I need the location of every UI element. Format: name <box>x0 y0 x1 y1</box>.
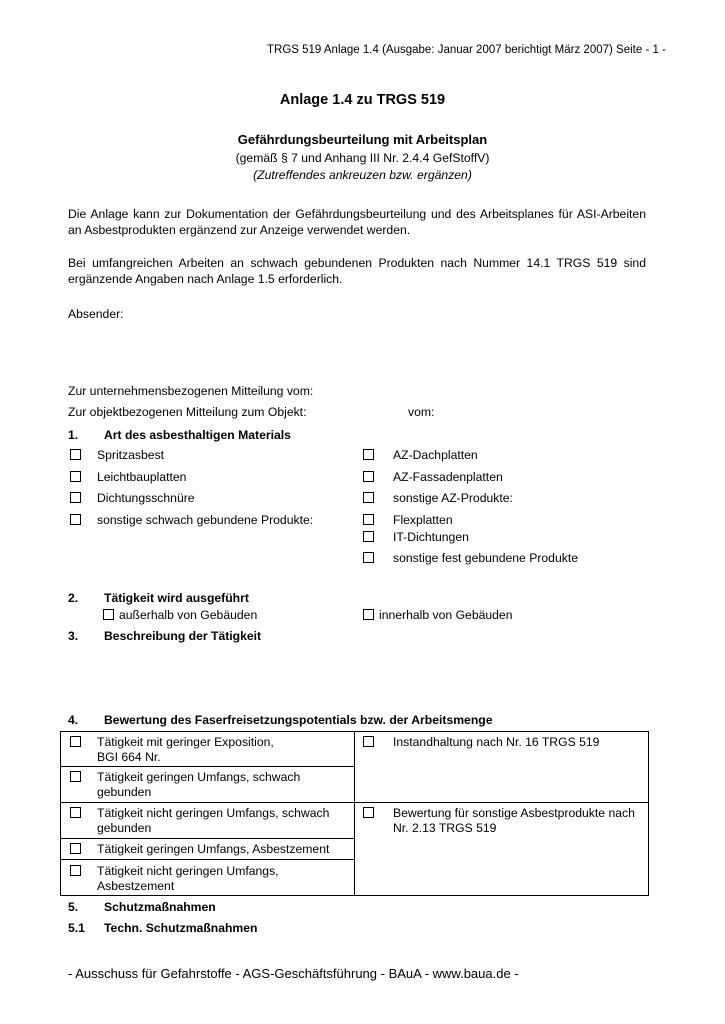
checkbox-inside[interactable] <box>363 609 374 620</box>
label-leichtbauplatten: Leichtbauplatten <box>97 470 187 484</box>
label-sonstige-schwach: sonstige schwach gebundene Produkte: <box>97 513 314 527</box>
sender-label: Absender: <box>68 307 124 321</box>
page-header: TRGS 519 Anlage 1.4 (Ausgabe: Januar 2007 berichtigt März 2007) Seite - 1 - <box>267 44 666 56</box>
page-footer: - Ausschuss für Gefahrstoffe - AGS-Geschäftsführung - BAuA - www.baua.de - <box>68 966 519 981</box>
section-3-title: Beschreibung der Tätigkeit <box>104 629 262 643</box>
cell-text: Nr. 2.13 TRGS 519 <box>393 821 497 835</box>
table-row <box>97 864 279 894</box>
checkbox-sonstige-az[interactable] <box>363 492 374 503</box>
extent-line-1: Bei umfangreichen Arbeiten an schwach gebundenen Produkten nach Nummer 14.1 TRGS 519 sind <box>68 256 646 270</box>
checkbox-sonstige-fest[interactable] <box>363 552 374 563</box>
table-divider <box>354 731 355 896</box>
checkbox-sonstige-schwach[interactable] <box>70 514 81 525</box>
table-row <box>393 806 635 836</box>
section-5-1-title: Techn. Schutzmaßnahmen <box>104 921 258 935</box>
checkbox-az-dachplatten[interactable] <box>363 449 374 460</box>
object-notice-label: Zur objektbezogenen Mitteilung zum Objekt: <box>68 405 307 419</box>
row-separator <box>60 859 355 860</box>
cell-text: gebunden <box>97 821 152 835</box>
section-5-number: 5. <box>68 900 79 914</box>
checkbox-flexplatten[interactable] <box>363 514 374 525</box>
checkbox-geringen-umfangs-schwach[interactable] <box>70 771 81 782</box>
cell-text: Tätigkeit geringen Umfangs, Asbestzement <box>97 842 330 856</box>
company-notice-label: Zur unternehmensbezogenen Mitteilung vom: <box>68 384 314 398</box>
checkbox-outside[interactable] <box>103 609 114 620</box>
checkbox-dichtungsschnuere[interactable] <box>70 492 81 503</box>
table-row <box>97 735 274 765</box>
checkbox-geringe-exposition[interactable] <box>70 736 81 747</box>
checkbox-instandhaltung[interactable] <box>363 736 374 747</box>
label-inside: innerhalb von Gebäuden <box>379 608 513 622</box>
label-az-fassadenplatten: AZ-Fassadenplatten <box>393 470 503 484</box>
label-it-dichtungen: IT-Dichtungen <box>393 530 469 544</box>
table-row <box>97 842 329 857</box>
row-separator <box>60 766 355 767</box>
label-spritzasbest: Spritzasbest <box>97 448 165 462</box>
document-title: Anlage 1.4 zu TRGS 519 <box>279 92 446 108</box>
checkbox-leichtbauplatten[interactable] <box>70 471 81 482</box>
fill-instruction: (Zutreffendes ankreuzen bzw. ergänzen) <box>253 168 472 182</box>
checkbox-az-fassadenplatten[interactable] <box>363 471 374 482</box>
cell-text: BGI 664 Nr. <box>97 750 161 764</box>
intro-paragraph <box>68 206 646 238</box>
section-5-title: Schutzmaßnahmen <box>104 900 216 914</box>
legal-reference: (gemäß § 7 und Anhang III Nr. 2.4.4 GefStoffV) <box>235 151 490 165</box>
document-subtitle: Gefährdungsbeurteilung mit Arbeitsplan <box>237 132 488 147</box>
cell-text: Tätigkeit geringen Umfangs, schwach <box>97 770 301 784</box>
checkbox-spritzasbest[interactable] <box>70 449 81 460</box>
table-row <box>97 806 329 836</box>
label-flexplatten: Flexplatten <box>393 513 453 527</box>
label-sonstige-fest: sonstige fest gebundene Produkte <box>393 551 578 565</box>
extent-line-2: ergänzende Angaben nach Anlage 1.5 erforderlich. <box>68 272 343 286</box>
table-row <box>97 770 300 800</box>
row-separator <box>60 838 355 839</box>
cell-text: Instandhaltung nach Nr. 16 TRGS 519 <box>393 735 600 749</box>
label-dichtungsschnuere: Dichtungsschnüre <box>97 491 195 505</box>
table-row <box>393 735 599 750</box>
extent-paragraph <box>68 255 646 287</box>
section-3-number: 3. <box>68 629 79 643</box>
checkbox-it-dichtungen[interactable] <box>363 531 374 542</box>
section-1-title: Art des asbesthaltigen Materials <box>104 428 291 442</box>
section-2-number: 2. <box>68 591 79 605</box>
cell-text: Bewertung für sonstige Asbestprodukte nach <box>393 806 635 820</box>
section-5-1-number: 5.1 <box>68 921 85 935</box>
checkbox-geringen-umfangs-az[interactable] <box>70 843 81 854</box>
section-4-title: Bewertung des Faserfreisetzungspotentials bzw. der Arbeitsmenge <box>104 713 493 727</box>
checkbox-sonstige-asbestprodukte[interactable] <box>363 807 374 818</box>
cell-text: Asbestzement <box>97 879 175 893</box>
section-2-title: Tätigkeit wird ausgeführt <box>104 591 249 605</box>
intro-line-1: Die Anlage kann zur Dokumentation der Gefährdungsbeurteilung und des Arbeitsplanes für ASI-Arbeiten <box>68 207 646 221</box>
intro-line-2: an Asbestprodukten ergänzend zur Anzeige verwendet werden. <box>68 223 411 237</box>
row-separator <box>60 802 649 803</box>
label-outside: außerhalb von Gebäuden <box>119 608 258 622</box>
label-sonstige-az: sonstige AZ-Produkte: <box>393 491 513 505</box>
checkbox-nicht-geringen-umfangs-schwach[interactable] <box>70 807 81 818</box>
cell-text: Tätigkeit nicht geringen Umfangs, schwach <box>97 806 330 820</box>
section-1-number: 1. <box>68 428 79 442</box>
object-date-label: vom: <box>408 405 435 419</box>
cell-text: Tätigkeit nicht geringen Umfangs, <box>97 864 279 878</box>
section-4-number: 4. <box>68 713 79 727</box>
checkbox-nicht-geringen-umfangs-az[interactable] <box>70 865 81 876</box>
cell-text: gebunden <box>97 785 152 799</box>
label-az-dachplatten: AZ-Dachplatten <box>393 448 478 462</box>
cell-text: Tätigkeit mit geringer Exposition, <box>97 735 274 749</box>
